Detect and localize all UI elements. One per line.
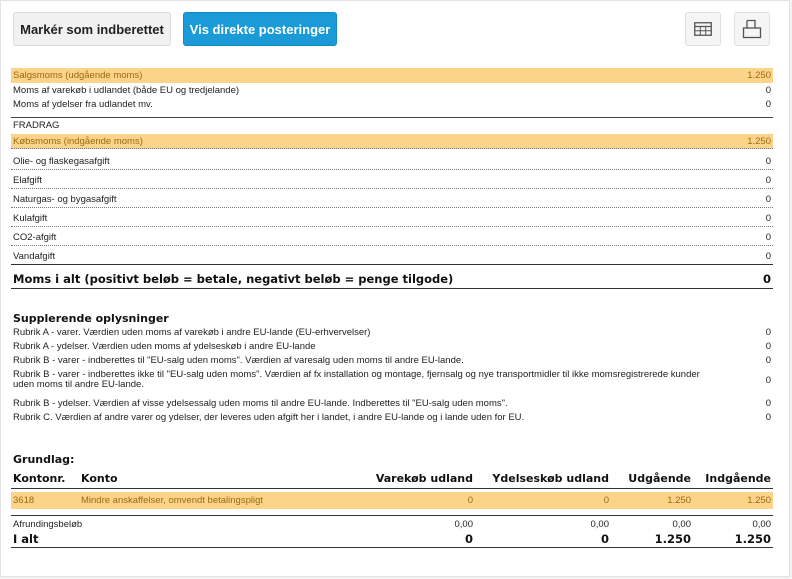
supplementary-value: 0: [765, 397, 771, 409]
tax-row: [11, 154, 773, 170]
sales-vat-row: [11, 68, 773, 83]
sales-vat-value: 1.250: [747, 70, 771, 81]
rounding-row: [11, 515, 773, 531]
outgoing-cell: 1.250: [611, 492, 693, 509]
rounding-label: Afrundingsbeløb: [11, 515, 329, 531]
supplementary-row: [11, 397, 773, 409]
account-number-cell: 3618: [11, 492, 79, 509]
print-button[interactable]: [734, 12, 770, 46]
vat-total-value: 0: [762, 271, 771, 286]
tax-label: Kulafgift: [13, 213, 48, 224]
toolbar: [1, 1, 791, 57]
grundlag-table: [11, 470, 773, 548]
input-vat-row: [11, 134, 773, 149]
services-abroad-row: [11, 98, 773, 111]
purchase-abroad-value: 0: [765, 85, 771, 96]
vat-total-label: Moms i alt (positivt beløb = betale, negativt beløb = penge tilgode): [13, 271, 454, 286]
supplementary-row: [11, 411, 773, 423]
tax-value: 0: [765, 175, 771, 186]
total-goods-cell: 0: [329, 531, 475, 547]
total-services-cell: 0: [475, 531, 611, 547]
tax-value: 0: [765, 232, 771, 243]
supplementary-heading-row: [11, 311, 773, 326]
print-icon: [742, 19, 762, 39]
table-grid-icon: [694, 22, 712, 36]
column-header: Udgående: [611, 470, 693, 488]
supplementary-value: 0: [765, 411, 771, 423]
rounding-goods-cell: 0,00: [329, 515, 475, 531]
total-row: [11, 531, 773, 547]
supplementary-value: 0: [765, 375, 771, 386]
column-header: Varekøb udland: [329, 470, 475, 488]
tax-row: [11, 249, 773, 265]
supplementary-row: [11, 354, 773, 366]
input-vat-value: 1.250: [747, 135, 771, 147]
purchase-abroad-label: Moms af varekøb i udlandet (både EU og tredjelande): [13, 85, 240, 96]
deduction-heading-row: [11, 117, 773, 132]
column-header: Kontonr.: [11, 470, 79, 488]
total-incoming-cell: 1.250: [693, 531, 773, 547]
table-header-row: [11, 470, 773, 488]
supplementary-label: Rubrik C. Værdien af andre varer og ydelser, der leveres uden afgift her i landet, i andre EU-lande og i lande uden for EU.: [13, 411, 525, 423]
tax-label: Elafgift: [13, 175, 43, 186]
supplementary-value: 0: [765, 354, 771, 366]
tax-value: 0: [765, 156, 771, 167]
tax-value: 0: [765, 251, 771, 262]
account-name-cell: Mindre anskaffelser, omvendt betalingspligt: [79, 492, 329, 509]
purchase-abroad-row: [11, 84, 773, 97]
mark-reported-button[interactable]: Markér som indberettet: [13, 12, 171, 46]
supplementary-label: Rubrik A - ydelser. Værdien uden moms af ydelseskøb i andre EU-lande: [13, 340, 316, 352]
tax-row: [11, 192, 773, 208]
service-purchase-abroad-cell: 0: [475, 492, 611, 509]
grundlag-heading-row: [11, 452, 773, 467]
tax-row: [11, 211, 773, 227]
supplementary-value: 0: [765, 340, 771, 352]
supplementary-label: Rubrik B - varer - indberettes til "EU-salg uden moms". Værdien af varesalg uden moms til andre EU-lande.: [13, 354, 464, 366]
supplementary-label: Rubrik A - varer. Værdien uden moms af varekøb i andre EU-lande (EU-erhvervelser): [13, 326, 371, 338]
input-vat-label: Købsmoms (indgående moms): [13, 135, 143, 147]
supplementary-heading: Supplerende oplysninger: [13, 312, 169, 325]
tax-row: [11, 173, 773, 189]
supplementary-value: 0: [765, 326, 771, 338]
column-header: Konto: [79, 470, 329, 488]
tax-value: 0: [765, 213, 771, 224]
tax-label: Vandafgift: [13, 251, 56, 262]
vat-total-row: [11, 269, 773, 289]
tax-value: 0: [765, 194, 771, 205]
supplementary-label: Rubrik B - varer - indberettes ikke til "EU-salg uden moms". Værdien af fx installation og montage, fjernsalg og nye transportmidler til ikke momsregistrerede kunder uden moms til andre EU-lande.: [13, 369, 700, 390]
services-abroad-label: Moms af ydelser fra udlandet mv.: [13, 99, 153, 110]
table-view-button[interactable]: [685, 12, 721, 46]
table-row[interactable]: [11, 492, 773, 509]
grundlag-heading: Grundlag:: [13, 453, 75, 466]
sales-vat-label: Salgsmoms (udgående moms): [13, 70, 143, 81]
total-label: I alt: [11, 531, 329, 547]
incoming-cell: 1.250: [693, 492, 773, 509]
rounding-services-cell: 0,00: [475, 515, 611, 531]
supplementary-label: Rubrik B - ydelser. Værdien af visse ydelsessalg uden moms til andre EU-lande. Indberettes til "EU-salg uden moms".: [13, 397, 508, 409]
services-abroad-value: 0: [765, 99, 771, 110]
total-outgoing-cell: 1.250: [611, 531, 693, 547]
tax-label: Olie- og flaskegasafgift: [13, 156, 110, 167]
goods-purchase-abroad-cell: 0: [329, 492, 475, 509]
rounding-outgoing-cell: 0,00: [611, 515, 693, 531]
column-header: Indgående: [693, 470, 773, 488]
tax-label: CO2-afgift: [13, 232, 57, 243]
supplementary-row: [11, 326, 773, 338]
tax-row: [11, 230, 773, 246]
show-postings-button[interactable]: Vis direkte posteringer: [183, 12, 337, 46]
deduction-heading: FRADRAG: [13, 119, 60, 131]
supplementary-row: [11, 370, 773, 392]
column-header: Ydelseskøb udland: [475, 470, 611, 488]
supplementary-row: [11, 340, 773, 352]
rounding-incoming-cell: 0,00: [693, 515, 773, 531]
tax-label: Naturgas- og bygasafgift: [13, 194, 117, 205]
